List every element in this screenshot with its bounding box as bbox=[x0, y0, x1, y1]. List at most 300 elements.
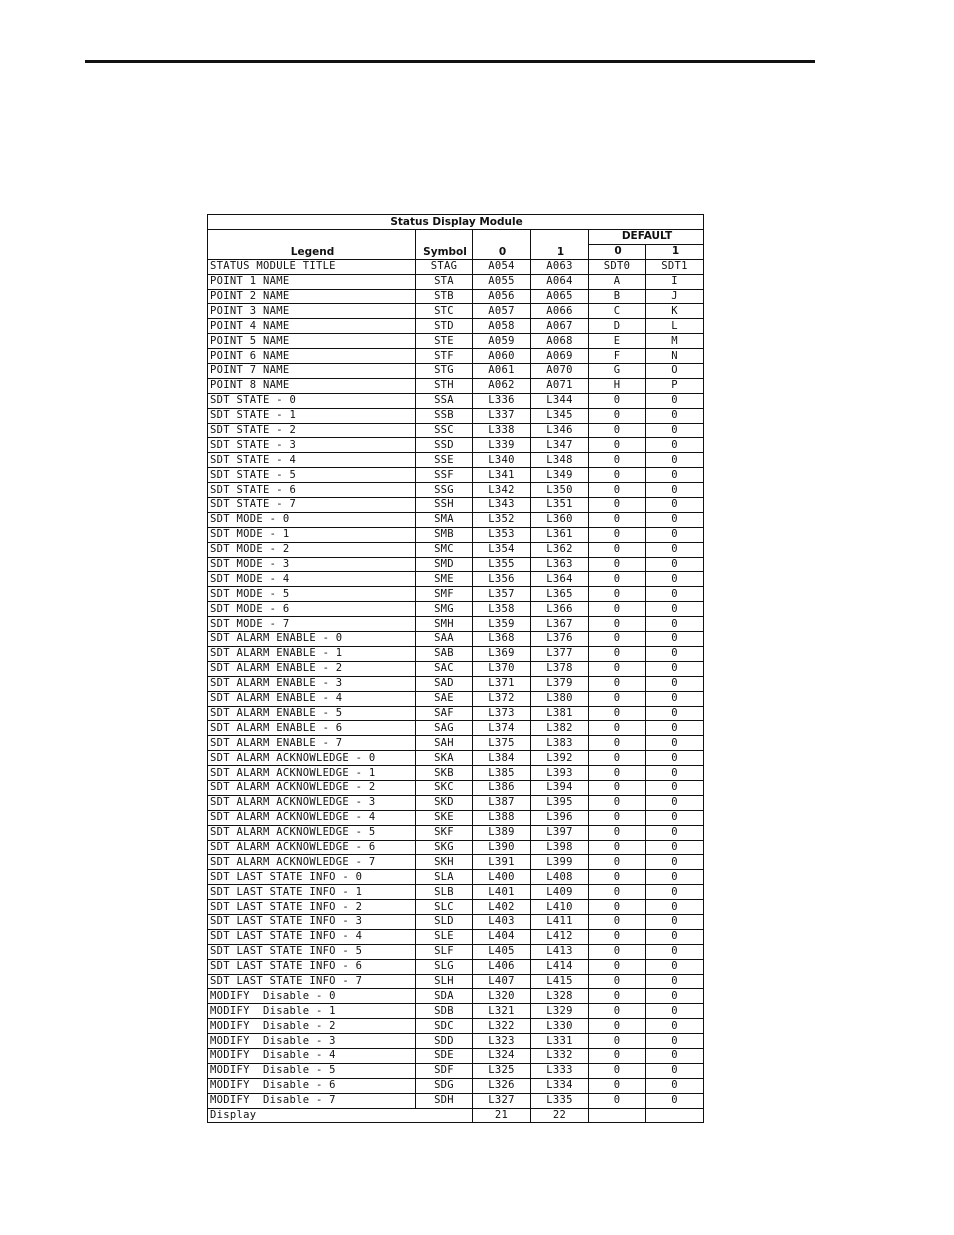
default-0-cell: H bbox=[589, 378, 646, 393]
default-1-cell: P bbox=[646, 378, 704, 393]
default-0-cell: 0 bbox=[589, 483, 646, 498]
default-0-cell: 0 bbox=[589, 900, 646, 915]
footer-row bbox=[208, 1108, 704, 1123]
value-1-cell: L362 bbox=[531, 542, 589, 557]
header-default-0: 0 bbox=[589, 244, 646, 259]
symbol-cell: SMH bbox=[416, 617, 473, 632]
default-0-cell: 0 bbox=[589, 870, 646, 885]
symbol-cell: SLC bbox=[416, 900, 473, 915]
value-1-cell: L397 bbox=[531, 825, 589, 840]
value-1-cell: L347 bbox=[531, 438, 589, 453]
table-title: Status Display Module bbox=[208, 215, 704, 230]
default-1-cell: N bbox=[646, 349, 704, 364]
value-1-cell: L344 bbox=[531, 393, 589, 408]
legend-cell: SDT ALARM ACKNOWLEDGE - 3 bbox=[208, 795, 416, 810]
default-0-cell: 0 bbox=[589, 617, 646, 632]
value-1-cell: L350 bbox=[531, 483, 589, 498]
default-1-cell: 0 bbox=[646, 498, 704, 513]
legend-cell: SDT LAST STATE INFO - 0 bbox=[208, 870, 416, 885]
value-0-cell: L385 bbox=[473, 766, 531, 781]
default-1-cell: 0 bbox=[646, 483, 704, 498]
value-0-cell: L372 bbox=[473, 691, 531, 706]
value-1-cell: A064 bbox=[531, 274, 589, 289]
header-default: DEFAULT bbox=[589, 230, 704, 245]
default-0-cell: 0 bbox=[589, 661, 646, 676]
symbol-cell: STG bbox=[416, 364, 473, 379]
default-1-cell: SDT1 bbox=[646, 259, 704, 274]
default-1-cell: 0 bbox=[646, 617, 704, 632]
table-row bbox=[208, 378, 704, 393]
default-1-cell: 0 bbox=[646, 453, 704, 468]
symbol-cell: SSD bbox=[416, 438, 473, 453]
legend-cell: SDT LAST STATE INFO - 2 bbox=[208, 900, 416, 915]
symbol-cell: SKB bbox=[416, 766, 473, 781]
table-row bbox=[208, 498, 704, 513]
default-1-cell: 0 bbox=[646, 602, 704, 617]
value-0-cell: L341 bbox=[473, 468, 531, 483]
default-0-cell: 0 bbox=[589, 974, 646, 989]
default-1-cell: 0 bbox=[646, 1019, 704, 1034]
legend-cell: POINT 7 NAME bbox=[208, 364, 416, 379]
legend-cell: MODIFY Disable - 2 bbox=[208, 1019, 416, 1034]
default-1-cell: 0 bbox=[646, 989, 704, 1004]
symbol-cell: SDA bbox=[416, 989, 473, 1004]
value-0-cell: L326 bbox=[473, 1078, 531, 1093]
symbol-cell: SAC bbox=[416, 661, 473, 676]
symbol-cell: SLA bbox=[416, 870, 473, 885]
value-1-cell: L381 bbox=[531, 706, 589, 721]
table-row bbox=[208, 721, 704, 736]
value-1-cell: A070 bbox=[531, 364, 589, 379]
value-0-cell: L401 bbox=[473, 885, 531, 900]
value-1-cell: L331 bbox=[531, 1034, 589, 1049]
default-1-cell: 0 bbox=[646, 736, 704, 751]
table-row bbox=[208, 408, 704, 423]
legend-cell: SDT STATE - 1 bbox=[208, 408, 416, 423]
value-1-cell: L345 bbox=[531, 408, 589, 423]
footer-default-0 bbox=[589, 1108, 646, 1123]
symbol-cell: SKC bbox=[416, 780, 473, 795]
default-1-cell: 0 bbox=[646, 810, 704, 825]
default-1-cell: 0 bbox=[646, 1078, 704, 1093]
legend-cell: SDT MODE - 1 bbox=[208, 527, 416, 542]
symbol-cell: SAF bbox=[416, 706, 473, 721]
value-0-cell: L320 bbox=[473, 989, 531, 1004]
default-0-cell: 0 bbox=[589, 795, 646, 810]
default-1-cell: 0 bbox=[646, 438, 704, 453]
value-1-cell: L398 bbox=[531, 840, 589, 855]
table-row bbox=[208, 393, 704, 408]
default-1-cell: L bbox=[646, 319, 704, 334]
default-1-cell: 0 bbox=[646, 1093, 704, 1108]
table-row bbox=[208, 602, 704, 617]
table-row bbox=[208, 676, 704, 691]
table-row bbox=[208, 810, 704, 825]
default-0-cell: 0 bbox=[589, 498, 646, 513]
legend-cell: MODIFY Disable - 0 bbox=[208, 989, 416, 1004]
value-1-cell: L392 bbox=[531, 751, 589, 766]
value-1-cell: L334 bbox=[531, 1078, 589, 1093]
default-1-cell: K bbox=[646, 304, 704, 319]
header-col-1: 1 bbox=[531, 230, 589, 260]
default-0-cell: 0 bbox=[589, 557, 646, 572]
value-0-cell: L405 bbox=[473, 944, 531, 959]
table-row bbox=[208, 483, 704, 498]
default-1-cell: 0 bbox=[646, 766, 704, 781]
table-row bbox=[208, 929, 704, 944]
value-1-cell: A067 bbox=[531, 319, 589, 334]
table-row bbox=[208, 557, 704, 572]
symbol-cell: SDF bbox=[416, 1063, 473, 1078]
value-0-cell: L389 bbox=[473, 825, 531, 840]
table-row bbox=[208, 572, 704, 587]
header-symbol: Symbol bbox=[416, 230, 473, 260]
legend-cell: SDT STATE - 5 bbox=[208, 468, 416, 483]
value-1-cell: L364 bbox=[531, 572, 589, 587]
value-0-cell: L353 bbox=[473, 527, 531, 542]
legend-cell: MODIFY Disable - 3 bbox=[208, 1034, 416, 1049]
symbol-cell: SKE bbox=[416, 810, 473, 825]
symbol-cell: SKA bbox=[416, 751, 473, 766]
value-0-cell: L369 bbox=[473, 646, 531, 661]
value-1-cell: L379 bbox=[531, 676, 589, 691]
legend-cell: SDT ALARM ACKNOWLEDGE - 0 bbox=[208, 751, 416, 766]
value-1-cell: L415 bbox=[531, 974, 589, 989]
symbol-cell: SMD bbox=[416, 557, 473, 572]
value-0-cell: L406 bbox=[473, 959, 531, 974]
header-legend: Legend bbox=[208, 230, 416, 260]
value-0-cell: L370 bbox=[473, 661, 531, 676]
legend-cell: SDT ALARM ENABLE - 7 bbox=[208, 736, 416, 751]
default-1-cell: 0 bbox=[646, 408, 704, 423]
default-0-cell: 0 bbox=[589, 944, 646, 959]
default-0-cell: 0 bbox=[589, 438, 646, 453]
default-0-cell: 0 bbox=[589, 1063, 646, 1078]
default-1-cell: 0 bbox=[646, 855, 704, 870]
default-0-cell: 0 bbox=[589, 989, 646, 1004]
default-1-cell: 0 bbox=[646, 557, 704, 572]
value-1-cell: L408 bbox=[531, 870, 589, 885]
default-1-cell: 0 bbox=[646, 944, 704, 959]
table-row bbox=[208, 334, 704, 349]
value-1-cell: L333 bbox=[531, 1063, 589, 1078]
legend-cell: POINT 1 NAME bbox=[208, 274, 416, 289]
value-0-cell: L340 bbox=[473, 453, 531, 468]
legend-cell: MODIFY Disable - 6 bbox=[208, 1078, 416, 1093]
default-0-cell: 0 bbox=[589, 840, 646, 855]
legend-cell: SDT LAST STATE INFO - 5 bbox=[208, 944, 416, 959]
symbol-cell: SSE bbox=[416, 453, 473, 468]
symbol-cell: STD bbox=[416, 319, 473, 334]
symbol-cell: SKG bbox=[416, 840, 473, 855]
default-1-cell: 0 bbox=[646, 1048, 704, 1063]
default-0-cell: 0 bbox=[589, 766, 646, 781]
default-1-cell: O bbox=[646, 364, 704, 379]
default-0-cell: 0 bbox=[589, 914, 646, 929]
default-1-cell: 0 bbox=[646, 661, 704, 676]
table-row bbox=[208, 766, 704, 781]
table-row bbox=[208, 691, 704, 706]
value-0-cell: L374 bbox=[473, 721, 531, 736]
table-row bbox=[208, 1004, 704, 1019]
symbol-cell: STH bbox=[416, 378, 473, 393]
table-row bbox=[208, 617, 704, 632]
legend-cell: SDT ALARM ENABLE - 3 bbox=[208, 676, 416, 691]
table-row bbox=[208, 527, 704, 542]
value-0-cell: A058 bbox=[473, 319, 531, 334]
default-1-cell: 0 bbox=[646, 929, 704, 944]
default-0-cell: 0 bbox=[589, 393, 646, 408]
value-0-cell: L388 bbox=[473, 810, 531, 825]
symbol-cell: SSF bbox=[416, 468, 473, 483]
table-row bbox=[208, 1093, 704, 1108]
legend-cell: SDT STATE - 6 bbox=[208, 483, 416, 498]
value-0-cell: L358 bbox=[473, 602, 531, 617]
default-0-cell: 0 bbox=[589, 1093, 646, 1108]
default-1-cell: J bbox=[646, 289, 704, 304]
default-0-cell: 0 bbox=[589, 736, 646, 751]
default-1-cell: 0 bbox=[646, 795, 704, 810]
symbol-cell: SMA bbox=[416, 512, 473, 527]
table-row bbox=[208, 632, 704, 647]
value-1-cell: L376 bbox=[531, 632, 589, 647]
default-1-cell: 0 bbox=[646, 780, 704, 795]
value-1-cell: A068 bbox=[531, 334, 589, 349]
value-1-cell: L411 bbox=[531, 914, 589, 929]
value-1-cell: L413 bbox=[531, 944, 589, 959]
value-0-cell: L404 bbox=[473, 929, 531, 944]
value-1-cell: L328 bbox=[531, 989, 589, 1004]
value-1-cell: L395 bbox=[531, 795, 589, 810]
legend-cell: SDT ALARM ACKNOWLEDGE - 4 bbox=[208, 810, 416, 825]
symbol-cell: STC bbox=[416, 304, 473, 319]
legend-cell: POINT 5 NAME bbox=[208, 334, 416, 349]
symbol-cell: STAG bbox=[416, 259, 473, 274]
top-rule bbox=[85, 60, 815, 63]
table-row bbox=[208, 423, 704, 438]
default-1-cell: 0 bbox=[646, 1004, 704, 1019]
table-row bbox=[208, 914, 704, 929]
default-0-cell: 0 bbox=[589, 751, 646, 766]
value-0-cell: L357 bbox=[473, 587, 531, 602]
default-0-cell: 0 bbox=[589, 527, 646, 542]
legend-cell: SDT ALARM ENABLE - 0 bbox=[208, 632, 416, 647]
legend-cell: POINT 4 NAME bbox=[208, 319, 416, 334]
symbol-cell: SLF bbox=[416, 944, 473, 959]
symbol-cell: SSA bbox=[416, 393, 473, 408]
table-row bbox=[208, 959, 704, 974]
default-0-cell: 0 bbox=[589, 572, 646, 587]
value-0-cell: A060 bbox=[473, 349, 531, 364]
default-0-cell: 0 bbox=[589, 453, 646, 468]
table-row bbox=[208, 349, 704, 364]
legend-cell: SDT ALARM ENABLE - 1 bbox=[208, 646, 416, 661]
default-0-cell: A bbox=[589, 274, 646, 289]
default-1-cell: 0 bbox=[646, 840, 704, 855]
symbol-cell: SLB bbox=[416, 885, 473, 900]
legend-cell: SDT MODE - 4 bbox=[208, 572, 416, 587]
table-row bbox=[208, 587, 704, 602]
default-0-cell: 0 bbox=[589, 587, 646, 602]
default-1-cell: 0 bbox=[646, 825, 704, 840]
table-row bbox=[208, 646, 704, 661]
value-1-cell: L349 bbox=[531, 468, 589, 483]
value-1-cell: A063 bbox=[531, 259, 589, 274]
table-row bbox=[208, 1078, 704, 1093]
legend-cell: SDT MODE - 7 bbox=[208, 617, 416, 632]
legend-cell: SDT ALARM ACKNOWLEDGE - 7 bbox=[208, 855, 416, 870]
default-0-cell: 0 bbox=[589, 1034, 646, 1049]
default-0-cell: 0 bbox=[589, 646, 646, 661]
value-1-cell: L329 bbox=[531, 1004, 589, 1019]
default-1-cell: 0 bbox=[646, 959, 704, 974]
table-row bbox=[208, 855, 704, 870]
value-0-cell: L390 bbox=[473, 840, 531, 855]
table-title-row bbox=[208, 215, 704, 230]
default-0-cell: 0 bbox=[589, 929, 646, 944]
table-row bbox=[208, 438, 704, 453]
default-0-cell: 0 bbox=[589, 721, 646, 736]
default-0-cell: 0 bbox=[589, 423, 646, 438]
table-row bbox=[208, 289, 704, 304]
default-1-cell: 0 bbox=[646, 721, 704, 736]
legend-cell: SDT STATE - 4 bbox=[208, 453, 416, 468]
value-1-cell: A069 bbox=[531, 349, 589, 364]
legend-cell: SDT ALARM ACKNOWLEDGE - 6 bbox=[208, 840, 416, 855]
symbol-cell: SDH bbox=[416, 1093, 473, 1108]
table-row bbox=[208, 944, 704, 959]
value-1-cell: L361 bbox=[531, 527, 589, 542]
legend-cell: SDT MODE - 2 bbox=[208, 542, 416, 557]
value-0-cell: L327 bbox=[473, 1093, 531, 1108]
symbol-cell: SME bbox=[416, 572, 473, 587]
footer-default-1 bbox=[646, 1108, 704, 1123]
value-1-cell: L360 bbox=[531, 512, 589, 527]
value-0-cell: L336 bbox=[473, 393, 531, 408]
table-row bbox=[208, 989, 704, 1004]
default-1-cell: 0 bbox=[646, 512, 704, 527]
legend-cell: SDT LAST STATE INFO - 7 bbox=[208, 974, 416, 989]
symbol-cell: SLH bbox=[416, 974, 473, 989]
symbol-cell: SAA bbox=[416, 632, 473, 647]
value-1-cell: L351 bbox=[531, 498, 589, 513]
table-row bbox=[208, 512, 704, 527]
legend-cell: STATUS MODULE TITLE bbox=[208, 259, 416, 274]
value-0-cell: L338 bbox=[473, 423, 531, 438]
header-default-1: 1 bbox=[646, 244, 704, 259]
default-0-cell: C bbox=[589, 304, 646, 319]
default-1-cell: 0 bbox=[646, 900, 704, 915]
legend-cell: SDT LAST STATE INFO - 6 bbox=[208, 959, 416, 974]
default-0-cell: 0 bbox=[589, 855, 646, 870]
default-1-cell: 0 bbox=[646, 1063, 704, 1078]
value-0-cell: L337 bbox=[473, 408, 531, 423]
value-0-cell: L321 bbox=[473, 1004, 531, 1019]
default-0-cell: 0 bbox=[589, 885, 646, 900]
table-row bbox=[208, 795, 704, 810]
table-row bbox=[208, 706, 704, 721]
value-1-cell: L346 bbox=[531, 423, 589, 438]
value-1-cell: L377 bbox=[531, 646, 589, 661]
symbol-cell: SKD bbox=[416, 795, 473, 810]
value-1-cell: L365 bbox=[531, 587, 589, 602]
value-0-cell: L343 bbox=[473, 498, 531, 513]
legend-cell: SDT LAST STATE INFO - 1 bbox=[208, 885, 416, 900]
default-0-cell: 0 bbox=[589, 1048, 646, 1063]
default-0-cell: B bbox=[589, 289, 646, 304]
default-0-cell: SDT0 bbox=[589, 259, 646, 274]
default-1-cell: 0 bbox=[646, 870, 704, 885]
symbol-cell: SDE bbox=[416, 1048, 473, 1063]
value-0-cell: L356 bbox=[473, 572, 531, 587]
default-1-cell: 0 bbox=[646, 706, 704, 721]
legend-cell: POINT 2 NAME bbox=[208, 289, 416, 304]
value-1-cell: L414 bbox=[531, 959, 589, 974]
symbol-cell: SAB bbox=[416, 646, 473, 661]
value-1-cell: L382 bbox=[531, 721, 589, 736]
symbol-cell: SAD bbox=[416, 676, 473, 691]
default-0-cell: 0 bbox=[589, 632, 646, 647]
value-0-cell: L384 bbox=[473, 751, 531, 766]
legend-cell: SDT ALARM ACKNOWLEDGE - 2 bbox=[208, 780, 416, 795]
symbol-cell: SMG bbox=[416, 602, 473, 617]
legend-cell: SDT ALARM ACKNOWLEDGE - 1 bbox=[208, 766, 416, 781]
default-1-cell: 0 bbox=[646, 393, 704, 408]
symbol-cell: SAH bbox=[416, 736, 473, 751]
default-0-cell: 0 bbox=[589, 602, 646, 617]
header-row-top bbox=[208, 230, 704, 245]
legend-cell: MODIFY Disable - 5 bbox=[208, 1063, 416, 1078]
default-0-cell: 0 bbox=[589, 810, 646, 825]
value-0-cell: L368 bbox=[473, 632, 531, 647]
default-0-cell: 0 bbox=[589, 959, 646, 974]
value-0-cell: L354 bbox=[473, 542, 531, 557]
default-1-cell: 0 bbox=[646, 423, 704, 438]
footer-label: Display bbox=[208, 1108, 473, 1123]
default-0-cell: 0 bbox=[589, 1004, 646, 1019]
table-row bbox=[208, 364, 704, 379]
symbol-cell: SDC bbox=[416, 1019, 473, 1034]
value-0-cell: L324 bbox=[473, 1048, 531, 1063]
legend-cell: SDT LAST STATE INFO - 4 bbox=[208, 929, 416, 944]
value-0-cell: L400 bbox=[473, 870, 531, 885]
table-row bbox=[208, 736, 704, 751]
table-row bbox=[208, 1063, 704, 1078]
value-1-cell: L335 bbox=[531, 1093, 589, 1108]
table-row bbox=[208, 825, 704, 840]
legend-cell: MODIFY Disable - 1 bbox=[208, 1004, 416, 1019]
default-0-cell: 0 bbox=[589, 512, 646, 527]
symbol-cell: SLE bbox=[416, 929, 473, 944]
legend-cell: SDT ALARM ENABLE - 5 bbox=[208, 706, 416, 721]
table-row bbox=[208, 304, 704, 319]
value-1-cell: L399 bbox=[531, 855, 589, 870]
symbol-cell: SMB bbox=[416, 527, 473, 542]
legend-cell: MODIFY Disable - 4 bbox=[208, 1048, 416, 1063]
value-0-cell: L322 bbox=[473, 1019, 531, 1034]
default-1-cell: 0 bbox=[646, 691, 704, 706]
symbol-cell: SLG bbox=[416, 959, 473, 974]
value-1-cell: L363 bbox=[531, 557, 589, 572]
default-1-cell: 0 bbox=[646, 572, 704, 587]
table-row bbox=[208, 274, 704, 289]
value-0-cell: L359 bbox=[473, 617, 531, 632]
default-0-cell: 0 bbox=[589, 780, 646, 795]
table-row bbox=[208, 453, 704, 468]
legend-cell: SDT MODE - 3 bbox=[208, 557, 416, 572]
legend-cell: SDT STATE - 2 bbox=[208, 423, 416, 438]
value-1-cell: L380 bbox=[531, 691, 589, 706]
